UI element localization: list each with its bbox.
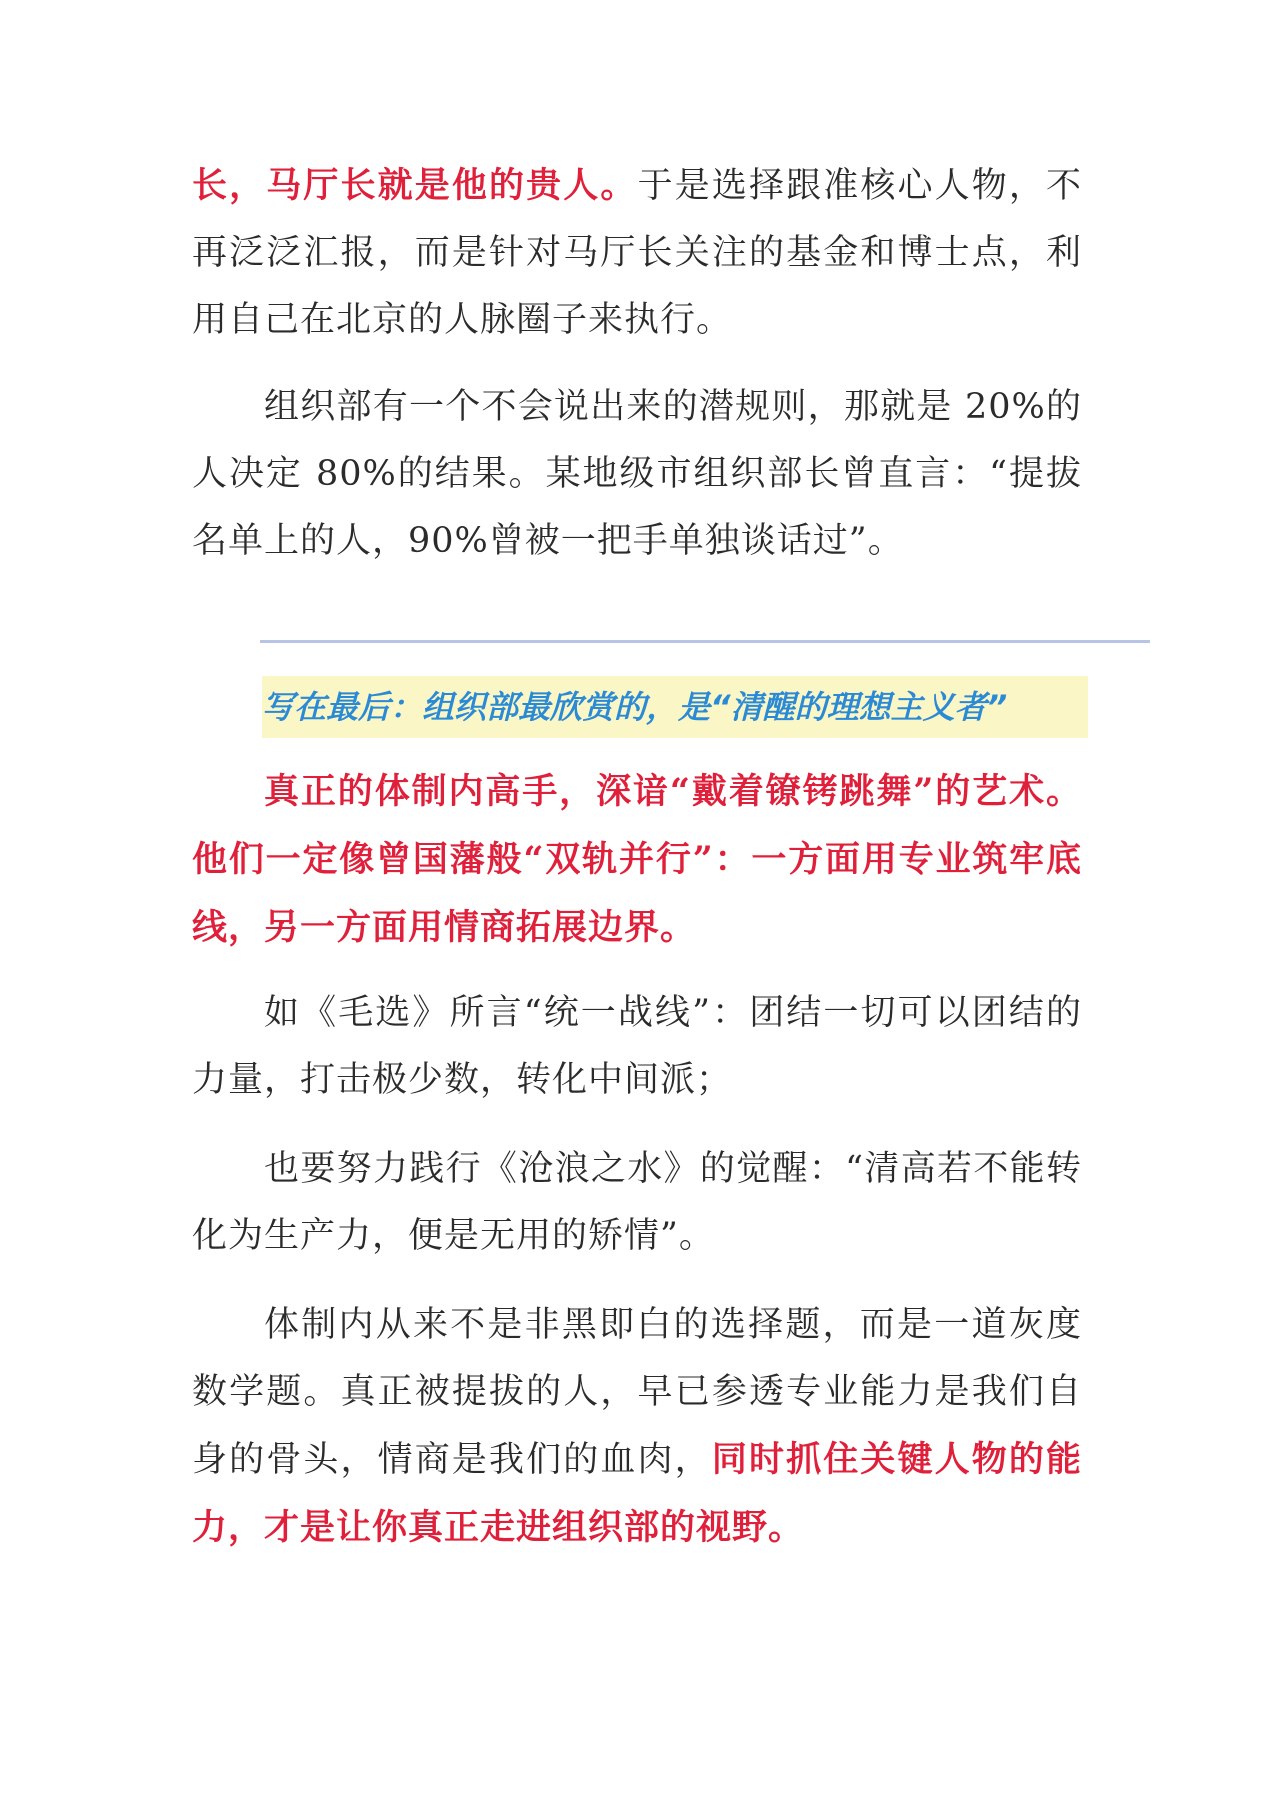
body-text: 体制内从来不是非黑即白的选择题，而是一道灰度数学题。真正被提拔的人，早已参透专业能力是我们自身的骨头，情商是我们的血肉， bbox=[192, 1305, 1082, 1480]
paragraph-6 bbox=[192, 1292, 1082, 1562]
emphasis-text: 长，马厅长就是他的贵人。 bbox=[192, 165, 638, 206]
emphasis-text: 真正的体制内高手，深谙“戴着镣铐跳舞”的艺术。他们一定像曾国藩般“双轨并行”：一方面用专业筑牢底线，另一方面用情商拓展边界。 bbox=[192, 771, 1082, 948]
emphasis-text: 同时抓住关键人物的能力，才是让你真正走进组织部的视野。 bbox=[192, 1439, 1082, 1548]
section-heading: 写在最后：组织部最欣赏的，是“清醒的理想主义者” bbox=[262, 688, 1008, 726]
paragraph-3 bbox=[192, 758, 1082, 962]
paragraph-2 bbox=[192, 374, 1082, 575]
body-text: 于是选择跟准核心人物，不再泛泛汇报，而是针对马厅长关注的基金和博士点，利用自己在北京的人脉圈子来执行。 bbox=[192, 166, 1082, 340]
paragraph-1 bbox=[192, 152, 1082, 354]
section-heading-highlight bbox=[262, 676, 1088, 738]
body-text: 也要努力践行《沧浪之水》的觉醒：“清高若不能转化为生产力，便是无用的矫情”。 bbox=[192, 1149, 1082, 1256]
section-divider bbox=[260, 640, 1150, 643]
body-text: 组织部有一个不会说出来的潜规则，那就是 20%的人决定 80%的结果。某地级市组织部长曾直言：“提拔名单上的人，90%曾被一把手单独谈话过”。 bbox=[192, 387, 1082, 561]
paragraph-4 bbox=[192, 980, 1082, 1114]
paragraph-5 bbox=[192, 1136, 1082, 1270]
body-text: 如《毛选》所言“统一战线”：团结一切可以团结的力量，打击极少数，转化中间派； bbox=[192, 993, 1082, 1100]
